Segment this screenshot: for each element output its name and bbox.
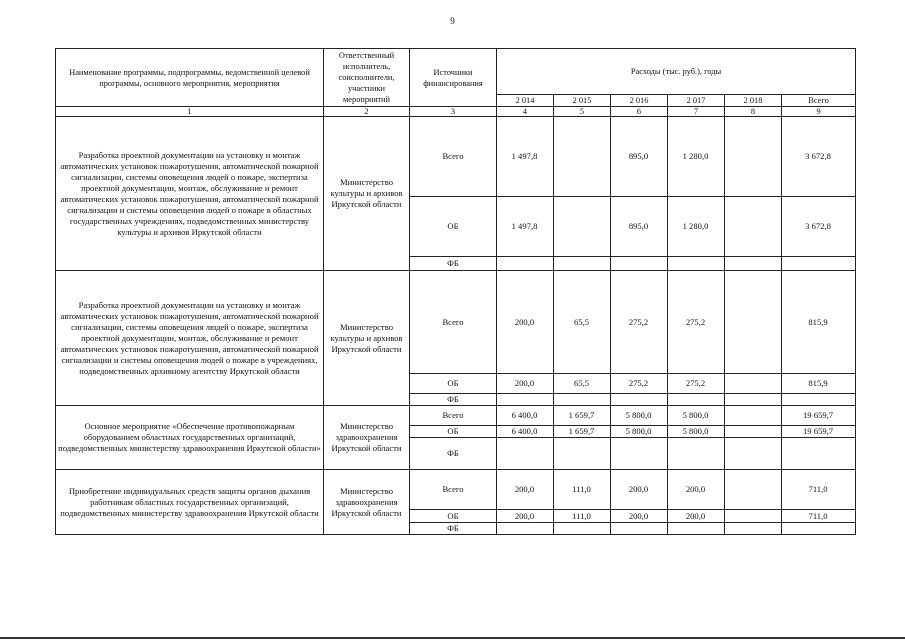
funding-source: ФБ xyxy=(410,523,497,535)
amount-cell: 6 400,0 xyxy=(497,406,554,426)
funding-source: ОБ xyxy=(410,510,497,523)
header-year: 2 017 xyxy=(668,95,725,107)
total-cell xyxy=(782,394,856,406)
amount-cell xyxy=(668,257,725,271)
amount-cell xyxy=(668,394,725,406)
funding-source: ОБ xyxy=(410,374,497,394)
table-row xyxy=(56,406,856,426)
header-year: 2 015 xyxy=(554,95,611,107)
header-name: Наименование программы, подпрограммы, ведомственной целевой программы, основного мероприятия, мероприятия xyxy=(56,49,324,107)
total-cell: 815,9 xyxy=(782,374,856,394)
amount-cell xyxy=(725,406,782,426)
total-cell: 815,9 xyxy=(782,271,856,374)
amount-cell xyxy=(554,257,611,271)
amount-cell xyxy=(725,117,782,197)
amount-cell: 1 280,0 xyxy=(668,117,725,197)
amount-cell: 5 800,0 xyxy=(668,406,725,426)
amount-cell: 200,0 xyxy=(497,271,554,374)
amount-cell: 275,2 xyxy=(668,374,725,394)
responsible-executor: Министерство здравоохранения Иркутской области xyxy=(324,406,410,470)
amount-cell: 1 280,0 xyxy=(668,197,725,257)
funding-source: ОБ xyxy=(410,426,497,438)
amount-cell xyxy=(554,117,611,197)
total-cell: 711,0 xyxy=(782,510,856,523)
amount-cell: 111,0 xyxy=(554,470,611,510)
total-cell xyxy=(782,523,856,535)
amount-cell: 5 800,0 xyxy=(668,426,725,438)
measure-name: Разработка проектной документации на установку и монтаж автоматических установок пожаротушения, автоматической пожарной сигнализации, системы оповещения людей о пожаре, экспертиза проектной документации, монтаж, обслуживание и ремонт автоматических установок пожаротушения, автоматической пожарной сигнализации и системы оповещения людей о пожаре в учреждениях, подведомственных архивному агентству Иркутской области xyxy=(56,271,324,406)
amount-cell xyxy=(554,197,611,257)
total-cell: 3 672,8 xyxy=(782,117,856,197)
amount-cell: 1 659,7 xyxy=(554,406,611,426)
amount-cell: 65,5 xyxy=(554,271,611,374)
column-index: 6 xyxy=(611,107,668,117)
amount-cell: 1 497,8 xyxy=(497,197,554,257)
funding-source: Всего xyxy=(410,406,497,426)
amount-cell xyxy=(497,523,554,535)
amount-cell xyxy=(725,470,782,510)
header-responsible: Ответственный исполнитель, соисполнители, участники мероприятий xyxy=(324,49,410,107)
page-number: 9 xyxy=(450,16,455,26)
column-index: 5 xyxy=(554,107,611,117)
total-cell xyxy=(782,257,856,271)
amount-cell: 1 497,8 xyxy=(497,117,554,197)
funding-source: ФБ xyxy=(410,394,497,406)
total-cell: 711,0 xyxy=(782,470,856,510)
responsible-executor: Министерство здравоохранения Иркутской области xyxy=(324,470,410,535)
amount-cell: 200,0 xyxy=(668,510,725,523)
amount-cell: 65,5 xyxy=(554,374,611,394)
amount-cell: 200,0 xyxy=(497,510,554,523)
column-index: 4 xyxy=(497,107,554,117)
column-index: 9 xyxy=(782,107,856,117)
column-index: 1 xyxy=(56,107,324,117)
table-row xyxy=(56,271,856,374)
amount-cell xyxy=(668,523,725,535)
amount-cell: 275,2 xyxy=(611,271,668,374)
amount-cell xyxy=(554,523,611,535)
amount-cell xyxy=(554,438,611,470)
header-total: Всего xyxy=(782,95,856,107)
measure-name: Разработка проектной документации на установку и монтаж автоматических установок пожаротушения, автоматической пожарной сигнализации, системы оповещения людей о пожаре, экспертиза проектной документации, монтаж, обслуживание и ремонт автоматических установок пожаротушения, автоматической пожарной сигнализации и системы оповещения людей о пожаре в областных государственных учреждениях, подведомственных министерству культуры и архивов Иркутской области xyxy=(56,117,324,271)
scan-edge xyxy=(0,637,905,639)
amount-cell xyxy=(725,197,782,257)
amount-cell xyxy=(725,510,782,523)
amount-cell: 895,0 xyxy=(611,117,668,197)
amount-cell xyxy=(611,394,668,406)
funding-source: Всего xyxy=(410,117,497,197)
funding-source: Всего xyxy=(410,470,497,510)
header-year: 2 014 xyxy=(497,95,554,107)
amount-cell: 6 400,0 xyxy=(497,426,554,438)
amount-cell: 275,2 xyxy=(611,374,668,394)
amount-cell xyxy=(725,257,782,271)
amount-cell xyxy=(611,257,668,271)
total-cell: 3 672,8 xyxy=(782,197,856,257)
amount-cell xyxy=(725,271,782,374)
amount-cell xyxy=(497,438,554,470)
column-index: 7 xyxy=(668,107,725,117)
amount-cell xyxy=(725,394,782,406)
amount-cell: 5 800,0 xyxy=(611,406,668,426)
column-index: 8 xyxy=(725,107,782,117)
funding-source: ФБ xyxy=(410,438,497,470)
header-year: 2 016 xyxy=(611,95,668,107)
header-source: Источники финансирования xyxy=(410,49,497,107)
header-expenses: Расходы (тыс. руб.), годы xyxy=(497,49,856,95)
amount-cell: 200,0 xyxy=(611,470,668,510)
amount-cell xyxy=(725,523,782,535)
amount-cell xyxy=(497,394,554,406)
amount-cell xyxy=(725,438,782,470)
amount-cell: 200,0 xyxy=(497,374,554,394)
amount-cell: 275,2 xyxy=(668,271,725,374)
amount-cell xyxy=(497,257,554,271)
column-index: 2 xyxy=(324,107,410,117)
amount-cell xyxy=(725,426,782,438)
responsible-executor: Министерство культуры и архивов Иркутской области xyxy=(324,117,410,271)
header-year: 2 018 xyxy=(725,95,782,107)
column-index: 3 xyxy=(410,107,497,117)
amount-cell: 200,0 xyxy=(611,510,668,523)
amount-cell: 200,0 xyxy=(668,470,725,510)
amount-cell: 111,0 xyxy=(554,510,611,523)
funding-source: ФБ xyxy=(410,257,497,271)
table-row xyxy=(56,470,856,510)
budget-table xyxy=(55,48,856,535)
total-cell: 19 659,7 xyxy=(782,426,856,438)
measure-name: Основное мероприятие «Обеспечение противопожарным оборудованием областных государственных организаций, подведомственных министерству здравоохранения Иркутской области» xyxy=(56,406,324,470)
funding-source: ОБ xyxy=(410,197,497,257)
funding-source: Всего xyxy=(410,271,497,374)
amount-cell: 1 659,7 xyxy=(554,426,611,438)
amount-cell xyxy=(725,374,782,394)
measure-name: Приобретение индивидуальных средств защиты органов дыхания работникам областных государственных организаций, подведомственных министерству здравоохранения Иркутской области xyxy=(56,470,324,535)
responsible-executor: Министерство культуры и архивов Иркутской области xyxy=(324,271,410,406)
total-cell xyxy=(782,438,856,470)
amount-cell xyxy=(611,523,668,535)
amount-cell: 5 800,0 xyxy=(611,426,668,438)
total-cell: 19 659,7 xyxy=(782,406,856,426)
table-row xyxy=(56,117,856,197)
amount-cell xyxy=(554,394,611,406)
amount-cell: 895,0 xyxy=(611,197,668,257)
amount-cell xyxy=(611,438,668,470)
amount-cell: 200,0 xyxy=(497,470,554,510)
amount-cell xyxy=(668,438,725,470)
